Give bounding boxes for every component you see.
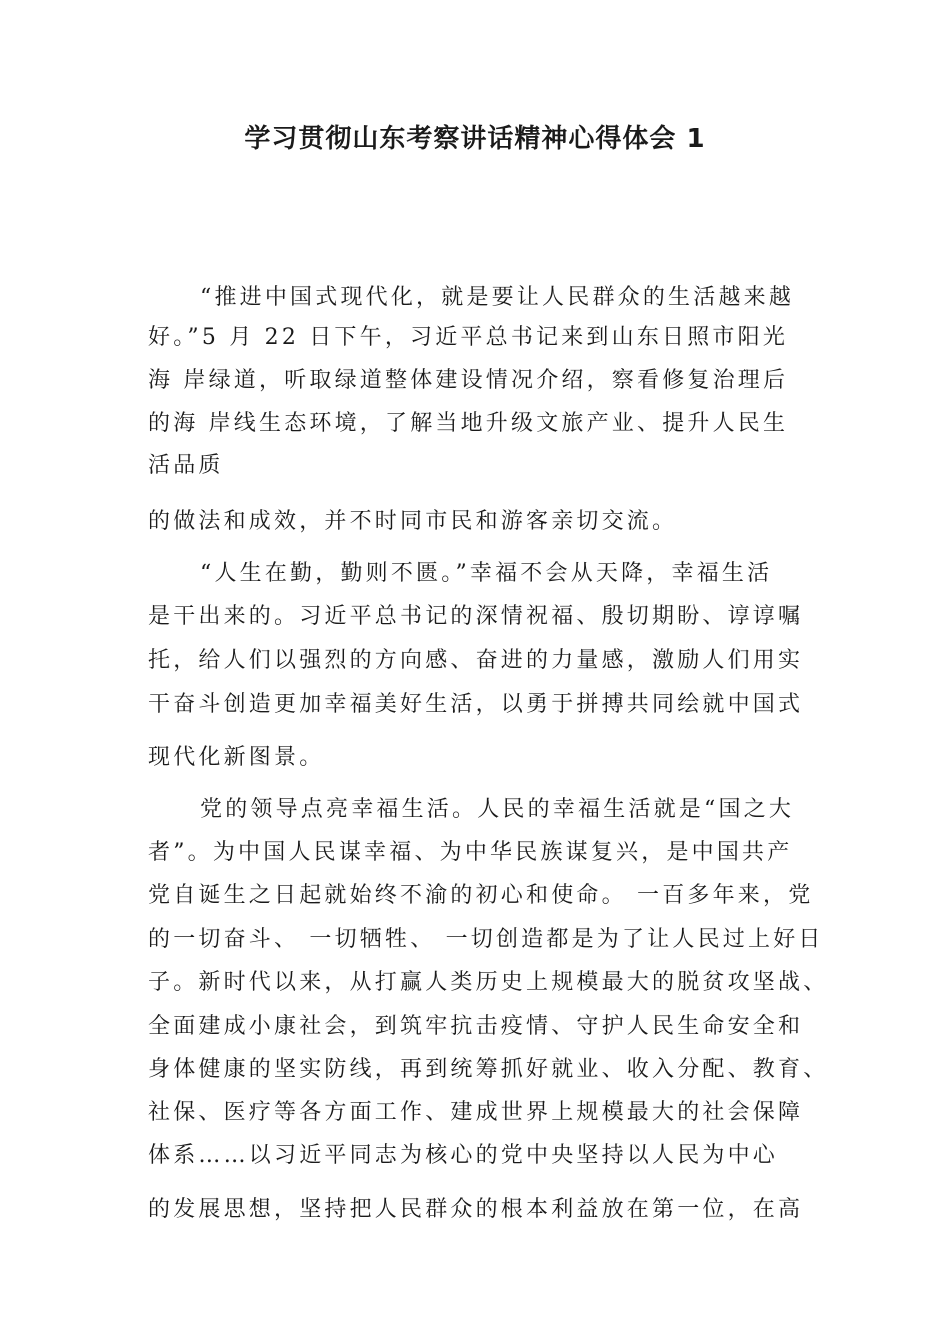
paragraph-line: 现代化新图景。 (148, 745, 325, 770)
paragraph-line: 的发展思想，坚持把人民群众的根本利益放在第一位，在高 (148, 1197, 804, 1222)
paragraph-line: 干奋斗创造更加幸福美好生活，以勇于拼搏共同绘就中国式 (148, 692, 804, 717)
paragraph-line: 是干出来的。习近平总书记的深情祝福、殷切期盼、谆谆嘱 (148, 604, 804, 629)
paragraph-line: 的海 岸线生态环境，了解当地升级文旅产业、提升人民生 (148, 411, 789, 436)
paragraph-line: 好。”5 月 22 日下午，习近平总书记来到山东日照市阳光 (148, 325, 789, 350)
paragraph-line: 子。新时代以来，从打赢人类历史上规模最大的脱贫攻坚战、 (148, 970, 829, 995)
paragraph-line: 党的领导点亮幸福生活。人民的幸福生活就是“国之大 (200, 797, 795, 822)
paragraph-line: 全面建成小康社会，到筑牢抗击疫情、守护人民生命安全和 (148, 1014, 804, 1039)
paragraph-line: “推进中国式现代化，就是要让人民群众的生活越来越 (200, 285, 795, 310)
paragraph-line: 的一切奋斗、 一切牺牲、 一切创造都是为了让人民过上好日 (148, 927, 824, 952)
paragraph-line: 党自诞生之日起就始终不渝的初心和使命。 一百多年来，党 (148, 883, 814, 908)
paragraph-line: “人生在勤，勤则不匮。”幸福不会从天降，幸福生活 (200, 561, 773, 586)
paragraph-line: 托，给人们以强烈的方向感、奋进的力量感，激励人们用实 (148, 648, 804, 673)
paragraph-line: 的做法和成效，并不时同市民和游客亲切交流。 (148, 509, 678, 534)
paragraph-line: 体系……以习近平同志为核心的党中央坚持以人民为中心 (148, 1143, 779, 1168)
document-title: 学习贯彻山东考察讲话精神心得体会 1 (244, 124, 706, 154)
paragraph-line: 身体健康的坚实防线，再到统筹抓好就业、收入分配、教育、 (148, 1057, 829, 1082)
paragraph-line: 社保、医疗等各方面工作、建成世界上规模最大的社会保障 (148, 1100, 804, 1125)
paragraph-line: 海 岸绿道，听取绿道整体建设情况介绍，察看修复治理后 (148, 368, 789, 393)
paragraph-line: 活品质 (148, 453, 224, 478)
paragraph-line: 者”。为中国人民谋幸福、为中华民族谋复兴，是中国共产 (148, 840, 793, 865)
